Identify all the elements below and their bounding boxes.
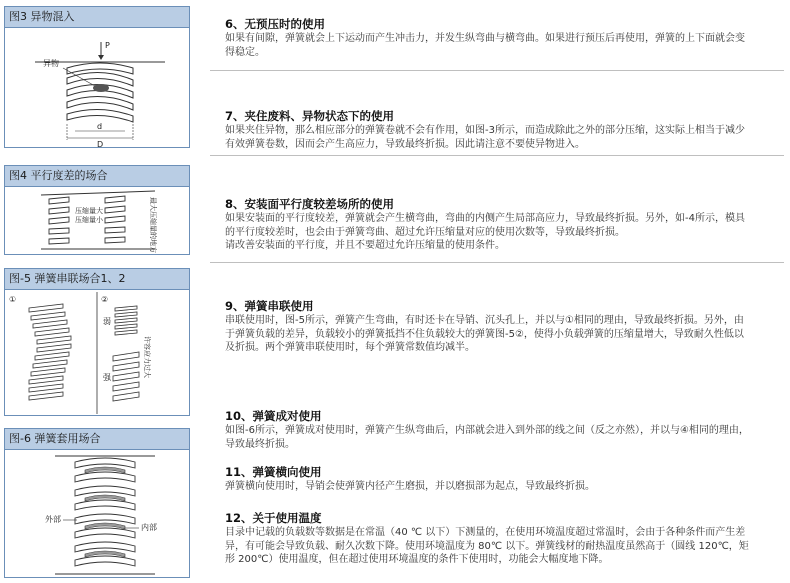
figure-5-series-diagram — [5, 290, 189, 416]
section-11-line-1: 弹簧横向使用时，导销会使弹簧内径产生磨损，并以磨损部为起点，导致最终折损。 — [225, 481, 595, 492]
figure-5-panel — [4, 268, 190, 416]
label-d-small: d — [97, 122, 103, 131]
section-11 — [225, 464, 785, 494]
section-10-line-1: 如图-6所示，弹簧成对使用时，弹簧产生纵弯曲后，内部就会进入到外部的线之间（反之亦然），并以与④相同的理由， — [225, 425, 749, 436]
label-weak: 弱 — [103, 317, 111, 326]
label-case-1: ① — [9, 295, 17, 304]
section-8 — [225, 196, 785, 253]
section-10-title: 10、弹簧成对使用 — [225, 409, 322, 423]
figure-4-panel — [4, 165, 190, 255]
label-foreign-matter: 异物 — [43, 59, 59, 68]
label-compression-large: 压缩量大 — [75, 207, 103, 215]
figure-3-title: 图3 异物混入 — [5, 7, 189, 28]
section-9-title: 9、弹簧串联使用 — [225, 299, 314, 313]
section-8-line-1: 如果安装面的平行度较差，弹簧就会产生横弯曲，弯曲的内侧产生局部高应力，导致最终折损。另外，如-4所示，模具 — [225, 213, 745, 224]
divider-1 — [210, 70, 784, 71]
figure-5-title: 图-5 弹簧串联场合1、2 — [5, 269, 189, 290]
section-12-line-1: 目录中记载的负载数等数据是在常温（40 ℃ 以下）下测量的，在使用环境温度超过常温时，会由于各种条件而产生差 — [225, 527, 746, 538]
label-overstress: 许容应力过大 — [143, 336, 151, 378]
section-8-line-2: 的平行度较差时，也会由于弹簧弯曲、超过允许压缩量对应的使用次数等，导致最终折损。 — [225, 226, 625, 238]
spring-coils — [67, 63, 133, 122]
label-strong: 强 — [103, 373, 111, 382]
divider-3 — [210, 262, 784, 263]
section-11-title: 11、弹簧横向使用 — [225, 465, 322, 479]
figure-6-nested-diagram — [5, 450, 189, 578]
section-6 — [225, 16, 785, 59]
spring-coils-right — [105, 196, 125, 243]
series-spring-2 — [113, 306, 139, 401]
section-7 — [225, 108, 785, 151]
figure-4-title: 图4 平行度差的场合 — [5, 166, 189, 187]
section-10 — [225, 408, 785, 451]
section-8-line-3: 请改善安装面的平行度，并且不要超过允许压缩量的使用条件。 — [225, 240, 505, 251]
label-compression-small: 压缩量小 — [75, 216, 103, 224]
spring-coils-left — [49, 197, 69, 244]
section-9-line-3: 及折损。两个弹簧串联使用时，每个弹簧常数值均减半。 — [225, 342, 475, 353]
section-12-line-3: 形 200℃）使用温度，但在超过使用环境温度的条件下使用时，功能会大幅度地下降。 — [225, 554, 609, 565]
section-7-line-1: 如果夹住异物，那么相应部分的弹簧卷就不会有作用，如图-3所示，而造成除此之外的部分压缩，这实际上相当于减少 — [225, 125, 745, 136]
section-9 — [225, 298, 785, 355]
foreign-matter-mark — [93, 84, 109, 92]
series-spring-1 — [29, 304, 71, 400]
outer-spring-coils — [75, 458, 135, 566]
label-case-2: ② — [101, 295, 109, 304]
section-12-title: 12、关于使用温度 — [225, 511, 322, 525]
figure-3-foreign-matter-diagram — [5, 28, 189, 148]
label-p: P — [105, 41, 110, 50]
section-7-line-2: 有效弹簧卷数，因而会产生高应力，导致最终折损。因此请注意不要使异物进入。 — [225, 138, 585, 150]
figure-3-panel — [4, 6, 190, 148]
label-d-big: D — [97, 140, 104, 148]
section-10-line-2: 导致最终折损。 — [225, 438, 295, 450]
section-12-line-2: 异，有可能会导致负载、耐久次数下降。使用环境温度为 80℃ 以下。弹簧线材的耐热温度虽然高于（圆线 120℃，矩 — [225, 540, 749, 552]
label-max-compression: 最大压缩量的地方 — [149, 197, 157, 253]
section-8-title: 8、安装面平行度较差场所的使用 — [225, 197, 394, 211]
section-6-line-1: 如果有间隙，弹簧就会上下运动而产生冲击力，并发生纵弯曲与横弯曲。如果进行预压后再使用，弹簧的上下面就会变 — [225, 33, 745, 44]
section-7-title: 7、夹住废料、异物状态下的使用 — [225, 109, 394, 123]
section-12 — [225, 510, 785, 567]
label-inner: 内部 — [141, 523, 157, 532]
label-outer: 外部 — [45, 515, 61, 524]
section-6-line-2: 得稳定。 — [225, 46, 265, 58]
section-9-line-2: 于弹簧负载的差异，负载较小的弹簧抵挡不住负载较大的弹簧图-5②，使得小负载弹簧的压缩量增大，导致耐久性低以 — [225, 328, 744, 340]
figure-6-title: 图-6 弹簧套用场合 — [5, 429, 189, 450]
figure-6-panel — [4, 428, 190, 578]
section-9-line-1: 串联使用时，图-5所示，弹簧产生弯曲，有时还卡在导销、沉头孔上，并以与①相同的理由，导致最终折损。另外，由 — [225, 315, 744, 326]
figure-4-parallelism-diagram — [5, 187, 189, 255]
section-6-title: 6、无预压时的使用 — [225, 17, 326, 31]
divider-2 — [210, 155, 784, 156]
